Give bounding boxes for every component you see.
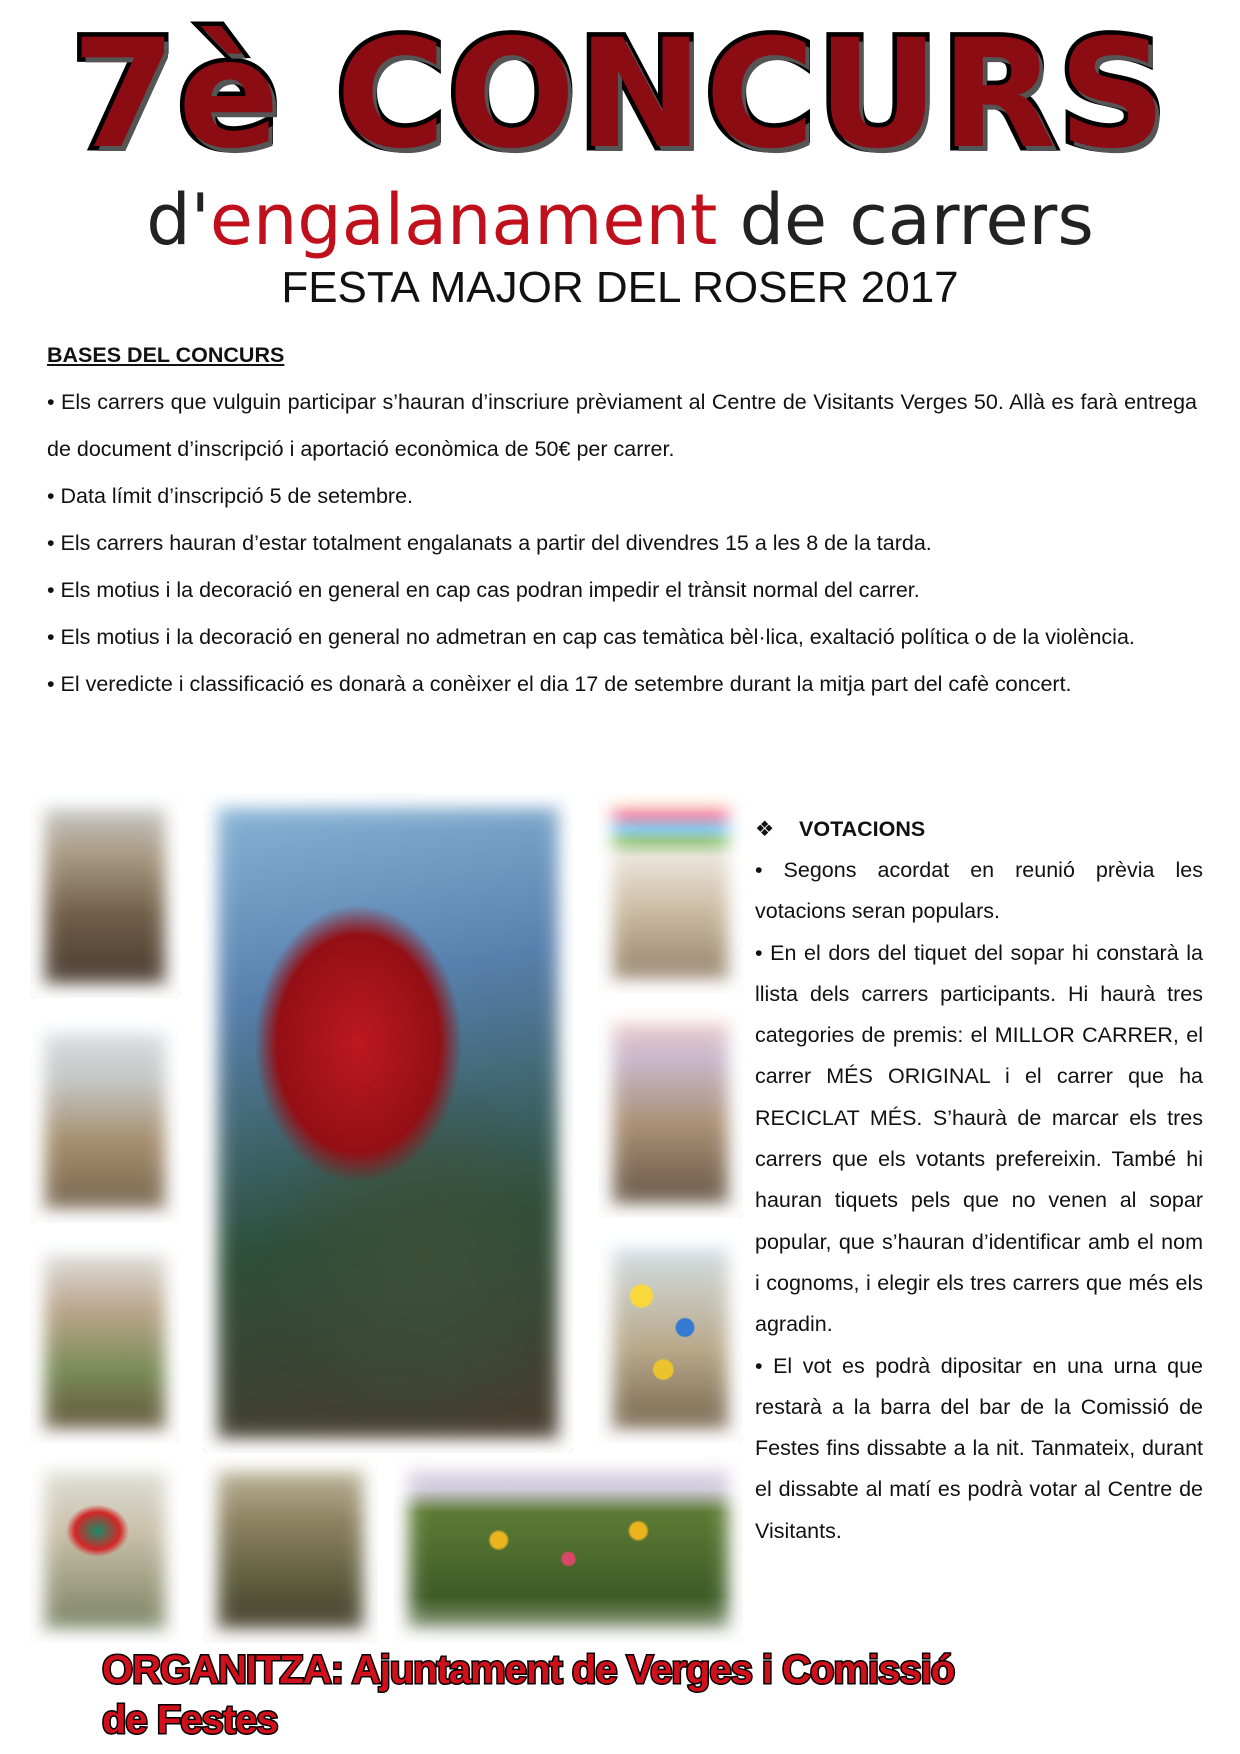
- bases-item: • Els motius i la decoració en general en cap cas podran impedir el trànsit normal del carrer.: [47, 578, 920, 602]
- dragon-photo: [203, 793, 573, 1453]
- bases-item: • Els motius i la decoració en general no admetran en cap cas temàtica bèl·lica, exaltació política o de la violència.: [47, 625, 1135, 649]
- subtitle-prefix: d': [146, 179, 210, 261]
- street-photo: [30, 1238, 180, 1443]
- bases-item: • Data límit d’inscripció 5 de setembre.: [47, 484, 414, 508]
- umbrella-street-photo: [598, 1233, 743, 1443]
- votacions-heading: [755, 808, 1203, 850]
- votacions-title: VOTACIONS: [799, 817, 926, 841]
- love-street-photo: [30, 1018, 180, 1223]
- votacions-section: [755, 808, 1203, 1552]
- votacions-item: • Segons acordat en reunió prèvia les votacions seran populars.: [755, 858, 1203, 924]
- bases-item: • Els carrers hauran d’estar totalment engalanats a partir del divendres 15 a les 8 de la tarda.: [47, 531, 932, 555]
- rainbow-street-photo: [598, 793, 743, 993]
- bases-item: • El veredicte i classificació es donarà a conèixer el dia 17 de setembre durant la mitja part del cafè concert.: [47, 672, 1072, 696]
- event-name: FESTA MAJOR DEL ROSER 2017: [281, 263, 959, 312]
- parrot-photo: [30, 1456, 180, 1643]
- street-photo: [598, 1008, 743, 1218]
- diamond-bullet-icon: ❖: [755, 817, 775, 841]
- subtitle-suffix: de carrers: [717, 179, 1094, 261]
- street-photo: [30, 793, 180, 998]
- organizer-banner: ORGANITZA: Ajuntament de Verges i Comissió de Festes: [102, 1648, 955, 1742]
- bases-section: [47, 332, 1197, 708]
- flower-wall-photo: [394, 1456, 743, 1643]
- photo-collage: [20, 783, 725, 1643]
- bases-heading: BASES DEL CONCURS: [47, 343, 285, 367]
- bases-item: • Els carrers que vulguin participar s’hauran d’inscriure prèviament al Centre de Visitants Verges 50. Allà es farà entrega de document d’inscripció i aportació econòmica de 50€ per carrer.: [47, 390, 1197, 461]
- street-photo: [203, 1456, 378, 1643]
- votacions-item: • En el dors del tiquet del sopar hi constarà la llista dels carrers participants. Hi haurà tres categories de premis: el MILLOR CARRER, el carrer MÉS ORIGINAL i el carrer que ha RECICLAT MÉS. S’haurà de marcar els tres carrers que els votants prefereixin. També hi hauran tiquets pels que no venen al sopar popular, que s’hauran d’identificar amb el nom i cognoms, i elegir els tres carrers que més els agradin.: [755, 940, 1203, 1337]
- poster-subtitle: [0, 178, 1240, 262]
- votacions-item: • El vot es podrà dipositar en una urna que restarà a la barra del bar de la Comissió de Festes fins dissabte a la nit. Tanmateix, durant el dissabte al matí es podrà votar al Centre de Visitants.: [755, 1353, 1203, 1543]
- subtitle-highlight: engalanament: [209, 179, 718, 261]
- poster-title: 7è CONCURS: [71, 8, 1169, 182]
